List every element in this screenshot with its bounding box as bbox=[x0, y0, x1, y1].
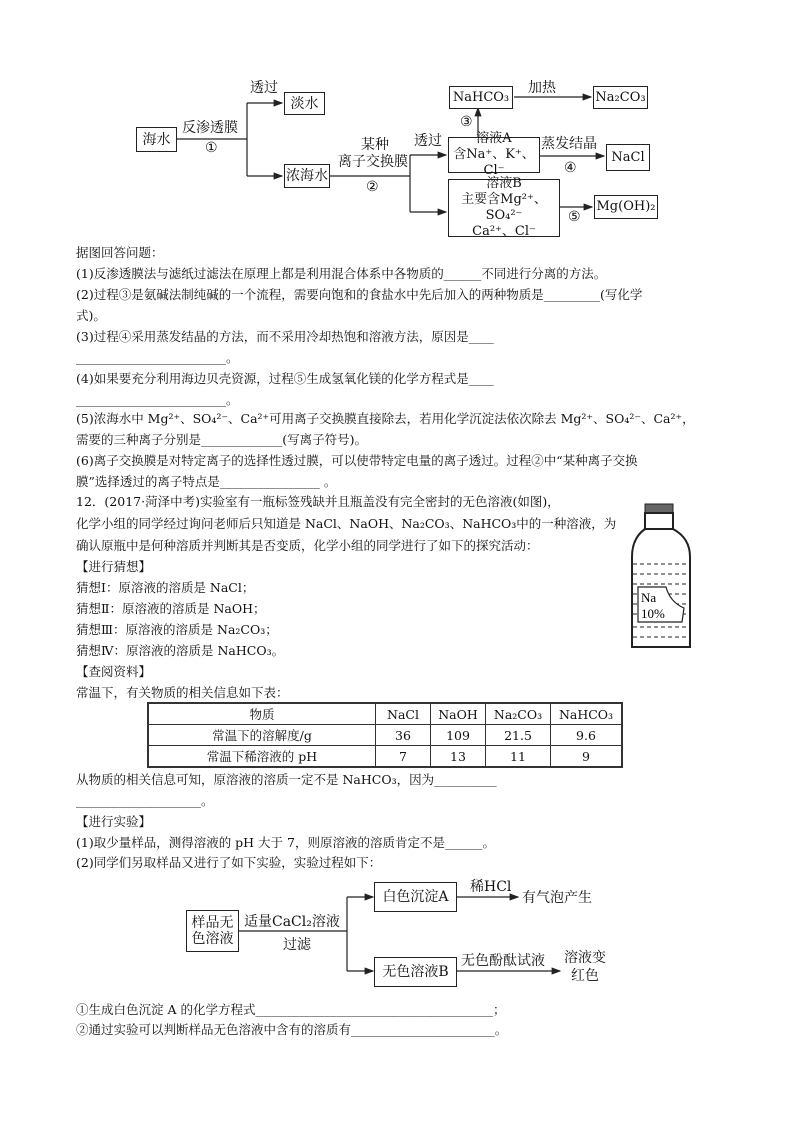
q11-line: ________________________。 bbox=[76, 392, 239, 407]
pass-through-label: 透过 bbox=[250, 80, 278, 96]
table-cell: 物质 bbox=[148, 703, 376, 725]
q12-final-line: ②通过实验可以判断样品无色溶液中含有的溶质有_______________________。 bbox=[76, 1022, 508, 1037]
q12-after-table: (1)取少量样品，测得溶液的 pH 大于 7，则原溶液的溶质肯定不是______。 bbox=[76, 835, 495, 850]
precipitate-a-box bbox=[374, 882, 457, 912]
q11-line: (2)过程③是氨碱法制纯碱的一个流程，需要向饱和的食盐水中先后加入的两种物质是_________(写化学 bbox=[76, 287, 643, 302]
solution-b-title: 溶液B bbox=[486, 176, 522, 191]
table-cell: 21.5 bbox=[486, 725, 551, 746]
dilute-hcl-label: 稀HCl bbox=[470, 879, 512, 895]
q11-line: (1)反渗透膜法与滤纸过滤法在原理上都是利用混合体系中各物质的______不同进行分离的方法。 bbox=[76, 266, 607, 281]
nahco3-label: NaHCO₃ bbox=[452, 89, 510, 105]
table-cell: Na₂CO₃ bbox=[486, 703, 551, 725]
q12-after-table: 从物质的相关信息可知，原溶液的溶质一定不是 NaHCO₃，因为__________ bbox=[76, 772, 497, 787]
q11-intro: 据图回答问题： bbox=[76, 245, 164, 260]
nacl-label: NaCl bbox=[611, 149, 645, 165]
table-cell: 7 bbox=[376, 746, 431, 768]
solution-a-ions: 含Na⁺、K⁺、Cl⁻ bbox=[453, 147, 535, 178]
q12-line: 12．(2017·菏泽中考)实验室有一瓶标签残缺并且瓶盖没有完全密封的无色溶液(如图)， bbox=[76, 494, 560, 509]
table-cell: 9.6 bbox=[551, 725, 623, 746]
q12-section-heading: 【进行实验】 bbox=[76, 814, 152, 829]
q12-line: 确认原瓶中是何种溶质并判断其是否变质，化学小组的同学进行了如下的探究活动： bbox=[76, 538, 539, 553]
solution-b-label: 无色溶液B bbox=[382, 964, 449, 980]
step3-label: ③ bbox=[460, 114, 473, 130]
table-cell: 11 bbox=[486, 746, 551, 768]
sample-label-2: 色溶液 bbox=[191, 931, 234, 947]
bottle-label-na: Na bbox=[641, 590, 657, 605]
step5-label: ⑤ bbox=[568, 209, 581, 225]
bottle-label-percent: 10% bbox=[641, 606, 665, 621]
q12-line: 猜想Ⅲ：原溶液的溶质是 Na₂CO₃； bbox=[76, 622, 278, 637]
turns-red-label-2: 红色 bbox=[571, 968, 599, 984]
reagent-label: 适量CaCl₂溶液 bbox=[244, 914, 340, 930]
filter-label: 过滤 bbox=[283, 937, 311, 953]
q11-line: ________________________。 bbox=[76, 350, 239, 365]
q12-line: 【进行猜想】 bbox=[76, 559, 152, 574]
phenolphthalein-label: 无色酚酞试液 bbox=[461, 953, 545, 969]
q12-line: 化学小组的同学经过询问老师后只知道是 NaCl、NaOH、Na₂CO₃、NaHCO₃中的一种溶液，为 bbox=[76, 516, 617, 531]
pass-through-label-2: 透过 bbox=[414, 133, 442, 149]
fresh-water-label: 淡水 bbox=[290, 95, 319, 112]
q12-line: 常温下，有关物质的相关信息如下表： bbox=[76, 685, 289, 700]
solution-b-box-2 bbox=[374, 957, 457, 987]
step2-label: ② bbox=[366, 179, 379, 195]
table-cell: NaOH bbox=[431, 703, 486, 725]
ion-membrane-label-2: 离子交换膜 bbox=[338, 154, 408, 170]
q12-after-table: (2)同学们另取样品又进行了如下实验，实验过程如下： bbox=[76, 855, 382, 870]
brine-label: 浓海水 bbox=[286, 168, 328, 184]
table-cell: NaHCO₃ bbox=[551, 703, 623, 725]
solution-b-ions-2: Ca²⁺、Cl⁻ bbox=[472, 224, 536, 239]
q11-line: (4)如果要充分利用海边贝壳资源，过程⑤生成氢氧化镁的化学方程式是____ bbox=[76, 371, 494, 386]
table-cell: 36 bbox=[376, 725, 431, 746]
q12-after-table: ____________________。 bbox=[76, 793, 214, 808]
mgoh2-label: Mg(OH)₂ bbox=[596, 199, 656, 214]
ion-membrane-label-1: 某种 bbox=[361, 137, 389, 153]
q11-line: (6)离子交换膜是对特定离子的选择性透过膜，可以使带特定电量的离子透过。过程②中“某种离子交换 bbox=[76, 453, 638, 468]
q12-final-line: ①生成白色沉淀 A 的化学方程式______________________________________； bbox=[76, 1002, 506, 1017]
seawater-label: 海水 bbox=[142, 131, 171, 148]
na2co3-label: Na₂CO₃ bbox=[595, 89, 646, 105]
q12-line: 猜想Ⅳ：原溶液的溶质是 NaHCO₃。 bbox=[76, 643, 285, 658]
q12-line: 【查阅资料】 bbox=[76, 664, 152, 679]
table-cell: NaCl bbox=[376, 703, 431, 725]
q11-line: 式)。 bbox=[76, 308, 106, 323]
q11-line: 膜”选择透过的离子特点是________________ 。 bbox=[76, 474, 337, 489]
bubbles-label: 有气泡产生 bbox=[522, 890, 592, 906]
step1-label: ① bbox=[205, 140, 218, 156]
q11-line: 需要的三种离子分别是_____________(写离子符号)。 bbox=[76, 432, 368, 447]
heat-label: 加热 bbox=[528, 80, 556, 96]
solution-b-ions-1: 主要含Mg²⁺、SO₄²⁻ bbox=[461, 192, 547, 223]
sample-label-1: 样品无 bbox=[191, 915, 234, 931]
table-cell: 9 bbox=[551, 746, 623, 768]
solution-a-title: 溶液A bbox=[476, 131, 512, 146]
turns-red-label-1: 溶液变 bbox=[564, 950, 606, 966]
ro-membrane-label: 反渗透膜 bbox=[182, 120, 238, 136]
step4-label: ④ bbox=[564, 160, 577, 176]
evaporate-label: 蒸发结晶 bbox=[541, 136, 597, 152]
table-cell: 109 bbox=[431, 725, 486, 746]
table-cell: 13 bbox=[431, 746, 486, 768]
sample-box bbox=[186, 910, 239, 952]
table-cell: 常温下的溶解度/g bbox=[148, 725, 376, 746]
table-cell: 常温下稀溶液的 pH bbox=[148, 746, 376, 768]
q11-line: (5)浓海水中 Mg²⁺、SO₄²⁻、Ca²⁺可用离子交换膜直接除去，若用化学沉淀法依次除去 Mg²⁺、SO₄²⁻、Ca²⁺， bbox=[76, 411, 695, 426]
q12-line: 猜想Ⅰ：原溶液的溶质是 NaCl； bbox=[76, 580, 255, 595]
q12-line: 猜想Ⅱ：原溶液的溶质是 NaOH； bbox=[76, 601, 266, 616]
precipitate-a-label: 白色沉淀A bbox=[382, 889, 449, 905]
q11-line: (3)过程④采用蒸发结晶的方法，而不采用冷却热饱和溶液方法，原因是____ bbox=[76, 329, 494, 344]
